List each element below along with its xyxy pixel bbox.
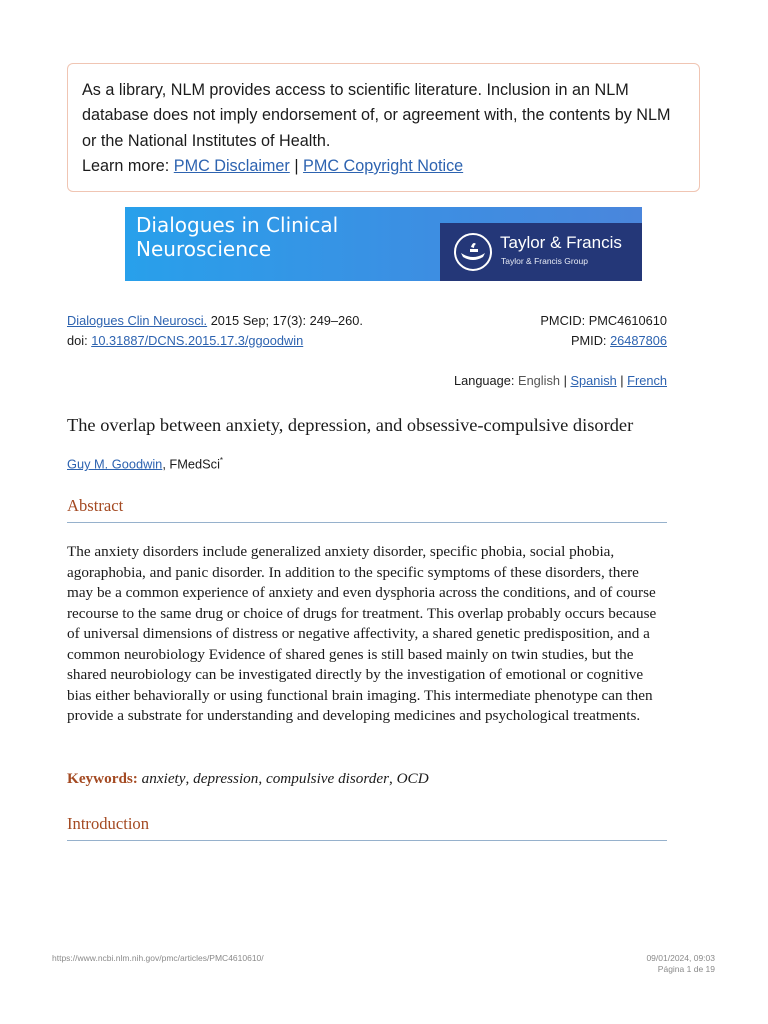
pmcid-value: PMC4610610 xyxy=(588,313,667,328)
keyword: anxiety xyxy=(141,770,186,787)
learn-more-label: Learn more: xyxy=(82,156,170,175)
article-ids xyxy=(540,311,667,351)
abstract-heading: Abstract xyxy=(67,495,667,523)
disclaimer-box xyxy=(67,63,700,192)
doi-label: doi: xyxy=(67,333,88,348)
disclaimer-text: As a library, NLM provides access to scientific literature. Inclusion in an NLM database does not imply endorsement of, or agreement with, the contents by NLM or the National Institutes of Health. xyxy=(82,81,671,150)
author-line xyxy=(67,452,223,473)
keyword: OCD xyxy=(396,770,429,787)
publisher-logo xyxy=(440,223,642,281)
citation xyxy=(67,311,363,351)
footer-meta xyxy=(646,953,715,975)
doi-link[interactable]: 10.31887/DCNS.2015.17.3/ggoodwin xyxy=(91,333,304,348)
keyword: compulsive disorder xyxy=(265,770,389,787)
language-separator: | xyxy=(563,373,567,388)
keywords: Keywords: anxiety, depression, compulsive disorder, OCD xyxy=(67,770,429,787)
author-footnote-marker[interactable]: * xyxy=(219,456,224,465)
pmc-disclaimer-link[interactable]: PMC Disclaimer xyxy=(173,156,290,175)
journal-name-line2: Neuroscience xyxy=(136,237,272,261)
footer-page-number: Página 1 de 19 xyxy=(657,964,715,974)
keywords-label: Keywords: xyxy=(67,770,138,787)
journal-link[interactable]: Dialogues Clin Neurosci. xyxy=(67,313,208,328)
language-separator: | xyxy=(620,373,624,388)
language-spanish-link[interactable]: Spanish xyxy=(570,373,617,388)
citation-details: 2015 Sep; 17(3): 249–260. xyxy=(210,313,363,328)
language-french-link[interactable]: French xyxy=(627,373,667,388)
introduction-heading: Introduction xyxy=(67,813,667,841)
footer-url: https://www.ncbi.nlm.nih.gov/pmc/articles/PMC4610610/ xyxy=(52,953,264,963)
author-credentials: , FMedSci xyxy=(162,456,220,472)
journal-banner[interactable] xyxy=(125,207,642,281)
pmid-link[interactable]: 26487806 xyxy=(610,333,667,348)
pmc-copyright-link[interactable]: PMC Copyright Notice xyxy=(303,156,464,175)
taylor-francis-lamp-icon xyxy=(452,231,494,273)
pmcid-label: PMCID: xyxy=(540,313,586,328)
author-link[interactable]: Guy M. Goodwin xyxy=(67,456,163,472)
language-selector xyxy=(454,372,667,390)
pmid-label: PMID: xyxy=(570,333,607,348)
abstract-text: The anxiety disorders include generalized anxiety disorder, specific phobia, social phobia, agoraphobia, and panic disorder. In addition to the specific symptoms of these disorders, there may be a common experience of anxiety and even dysphoria across the conditions, and of course recourse to the same drug or choice of drugs for treatment. This overlap probably occurs because of universal dimensions of distress or negative affectivity, a shared genetic predisposition, and a common neurobiology Evidence of shared genes is still based mainly on twin studies, but the shared neurobiology can be investigated directly by the investigation of emotional or cognitive bias either behaviorally or using functional brain imaging. This intermediate phenotype can then provide a substrate for understanding and developing medicines and psychological treatments. xyxy=(67,543,657,724)
footer-datetime: 09/01/2024, 09:03 xyxy=(646,953,715,963)
publisher-group: Taylor & Francis Group xyxy=(501,256,588,266)
link-separator: | xyxy=(294,156,299,175)
language-current: English xyxy=(518,373,561,388)
journal-name xyxy=(136,213,436,261)
language-label: Language: xyxy=(453,373,515,388)
keyword: depression xyxy=(193,770,259,787)
article-title: The overlap between anxiety, depression, and obsessive-compulsive disorder xyxy=(67,415,634,435)
publisher-name: Taylor & Francis xyxy=(500,233,622,252)
journal-name-line1: Dialogues in Clinical xyxy=(136,213,339,237)
